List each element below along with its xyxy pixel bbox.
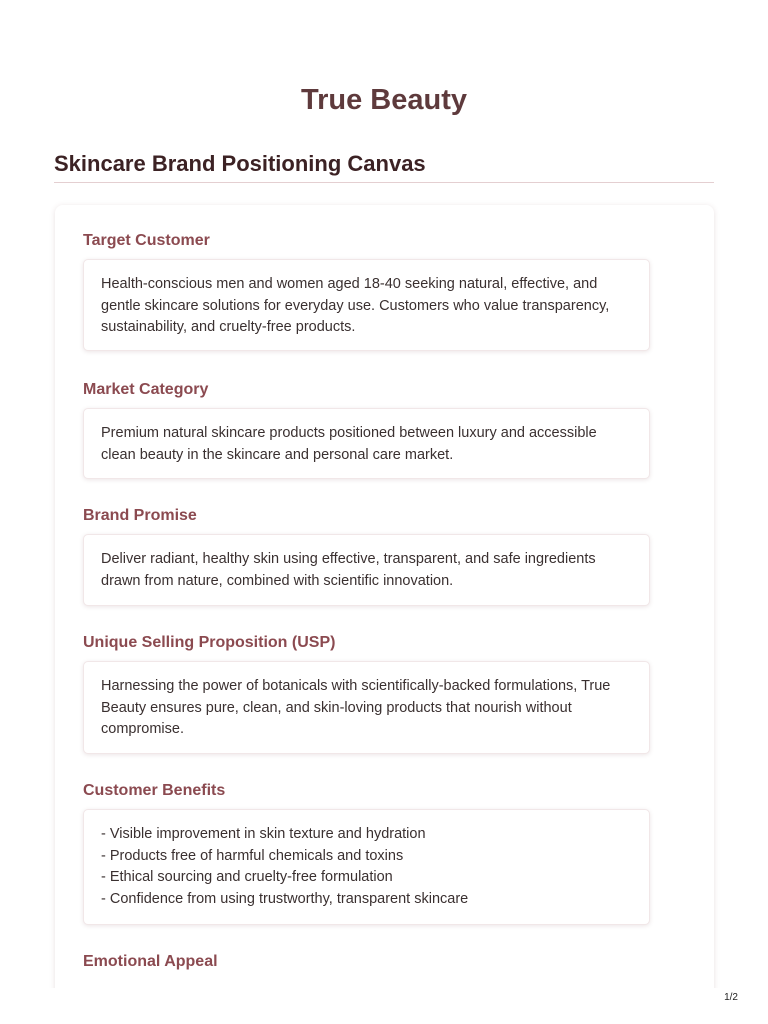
canvas-heading: Skincare Brand Positioning Canvas — [54, 148, 714, 183]
list-item: - Ethical sourcing and cruelty-free formulation — [101, 869, 393, 885]
section-box-market-category — [83, 408, 650, 479]
section-box-customer-benefits — [83, 809, 650, 925]
section-label-usp: Unique Selling Proposition (USP) — [83, 634, 336, 651]
section-label-target-customer: Target Customer — [83, 232, 210, 249]
customer-benefits-list — [101, 824, 632, 910]
section-text-market-category: Premium natural skincare products positioned between luxury and accessible clean beauty in the skincare and personal care market. — [101, 425, 597, 463]
section-text-brand-promise: Deliver radiant, healthy skin using effective, transparent, and safe ingredients drawn from nature, combined with scientific innovation. — [101, 551, 596, 589]
section-box-brand-promise — [83, 534, 650, 606]
section-label-market-category: Market Category — [83, 381, 209, 398]
list-item: - Products free of harmful chemicals and toxins — [101, 847, 404, 864]
section-text-target-customer: Health-conscious men and women aged 18-40 seeking natural, effective, and gentle skincare solutions for everyday use. Customers who value transparency, sustainability, and cruelty-free products. — [101, 276, 610, 335]
section-label-brand-promise: Brand Promise — [83, 507, 197, 524]
list-item: - Confidence from using trustworthy, transparent skincare — [101, 890, 469, 907]
section-label-customer-benefits: Customer Benefits — [83, 782, 226, 799]
section-box-target-customer — [83, 259, 650, 351]
section-box-usp — [83, 661, 650, 754]
section-label-emotional-appeal: Emotional Appeal — [83, 953, 218, 970]
page-number: 1/2 — [724, 992, 738, 1003]
list-item: - Visible improvement in skin texture and hydration — [101, 826, 426, 842]
page-bottom-margin — [0, 988, 768, 1024]
document-title: True Beauty — [301, 84, 467, 116]
section-text-usp: Harnessing the power of botanicals with scientifically-backed formulations, True Beauty ensures pure, clean, and skin-loving products that nourish without compromise. — [101, 678, 611, 737]
